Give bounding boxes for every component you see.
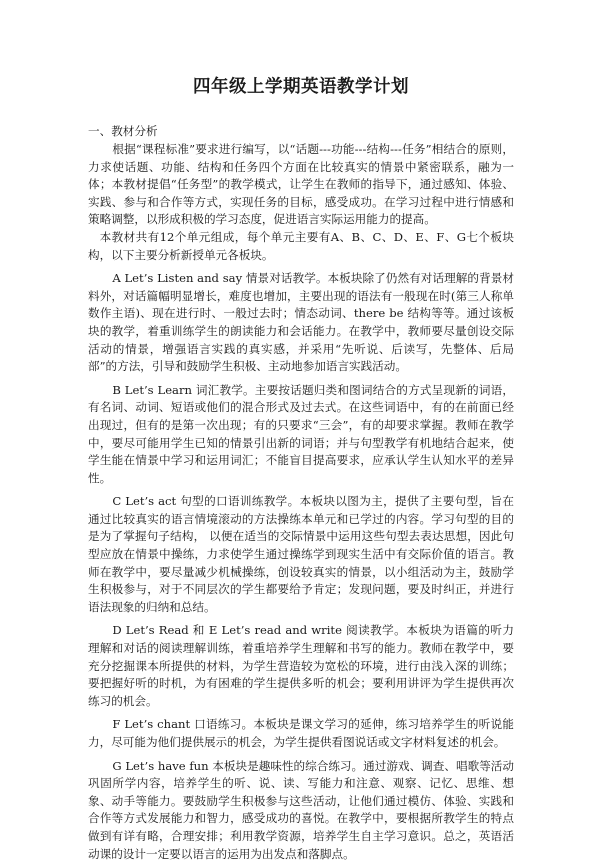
paragraph-section-f: F Let’s chant 口语练习。本板块是课文学习的延伸，练习培养学生的听说能力，尽可能为他们提供展示的机会，为学生提供看图说话或文字材料复述的机会。 <box>88 717 514 749</box>
paragraph-section-c: C Let’s act 句型的口语训练教学。本板块以图为主，提供了主要句型，旨在通过比较真实的语言情境滚动的方法操练本单元和已学过的内容。学习句型的目的是为了掌握句子结构， 以便在适当的交际情景中运用这些句型去表达思想，因此句型应放在情景中操练，力求使学生通过操练学到现实生活中有交际价值的语言。教师在教学中，要尽量减少机械操练，创设较真实的情景，以小组活动为主，鼓励学生积极参与，对于不同层次的学生都要给予肯定；发现问题，要及时纠正，并进行语法现象的归纳和总结。 <box>88 494 514 614</box>
paragraph-intro: 根据“课程标准”要求进行编写，以“话题---功能---结构---任务”相结合的原则，力求使话题、功能、结构和任务四个方面在比较真实的情景中紧密联系，融为一体；本教材提倡“任务型”的教学模式，让学生在教师的指导下，通过感知、体验、实践、参与和合作等方式，实现任务的目标，感受成功。在学习过程中进行情感和策略调整，以形成积极的学习态度，促进语言实际运用能力的提高。 <box>88 142 514 227</box>
paragraph-section-g: G Let’s have fun 本板块是趣味性的综合练习。通过游戏、调查、唱歌等活动巩固所学内容，培养学生的听、说、读、写能力和注意、观察、记忆、思维、想象、动手等能力。要鼓励学生积极参与这些活动，让他们通过模仿、体验、实践和合作等方式发展能力和智力，感受成功的喜悦。在教学中，要根据所教学生的特点做到有详有略，合理安排；利用教学资源，培养学生自主学习意识。总之，英语活动课的设计一定要以语言的运用为出发点和落脚点。 <box>88 758 514 861</box>
paragraph-section-b: B Let’s Learn 词汇教学。主要按话题归类和图词结合的方式呈现新的词语，有名词、动词、短语或他们的混合形式及过去式。在这些词语中，有的在前面已经出现过，但有的是第一次出现；有的只要求“三会”，有的却要求掌握。教师在教学中，要尽可能用学生已知的情景引出新的词语；并与句型教学有机地结合起来，使学生能在情景中学习和运用词汇；不能盲目提高要求，应承认学生认知水平的差异性。 <box>88 382 514 485</box>
document-title: 四年级上学期英语教学计划 <box>193 77 409 97</box>
paragraph-structure: 本教材共有12个单元组成，每个单元主要有A、B、C、D、E、F、G七个板块构，以下主要分析新授单元各板块。 <box>88 229 514 262</box>
section-heading: 一、教材分析 <box>88 124 158 138</box>
paragraph-section-d-e: D Let’s Read 和 E Let’s read and write 阅读教学。本板块为语篇的听力理解和对话的阅读理解训练，着重培养学生理解和书写的能力。教师在教学中，要充分挖掘课本所提供的材料，为学生营造较为宽松的环境，进行由浅入深的训练；要把握好听的时机，为有困难的学生提供多听的机会；要利用讲评为学生提供再次练习的机会。 <box>88 623 514 708</box>
paragraph-section-a: A Let’s Listen and say 情景对话教学。本板块除了仍然有对话理解的背景材料外，对话篇幅明显增长，难度也增加，主要出现的语法有一般现在时(第三人称单数作主语)、现在进行时、一般过去时；情态动词、there be 结构等等。通过该板块的教学，着重训练学生的朗读能力和会话能力。在教学中，教师要尽量创设交际活动的情景，增强语言实践的真实感，并采用“先听说、后读写，先整体、后局部”的方法，引导和鼓励学生积极、主动地参加语言实践活动。 <box>88 271 514 374</box>
